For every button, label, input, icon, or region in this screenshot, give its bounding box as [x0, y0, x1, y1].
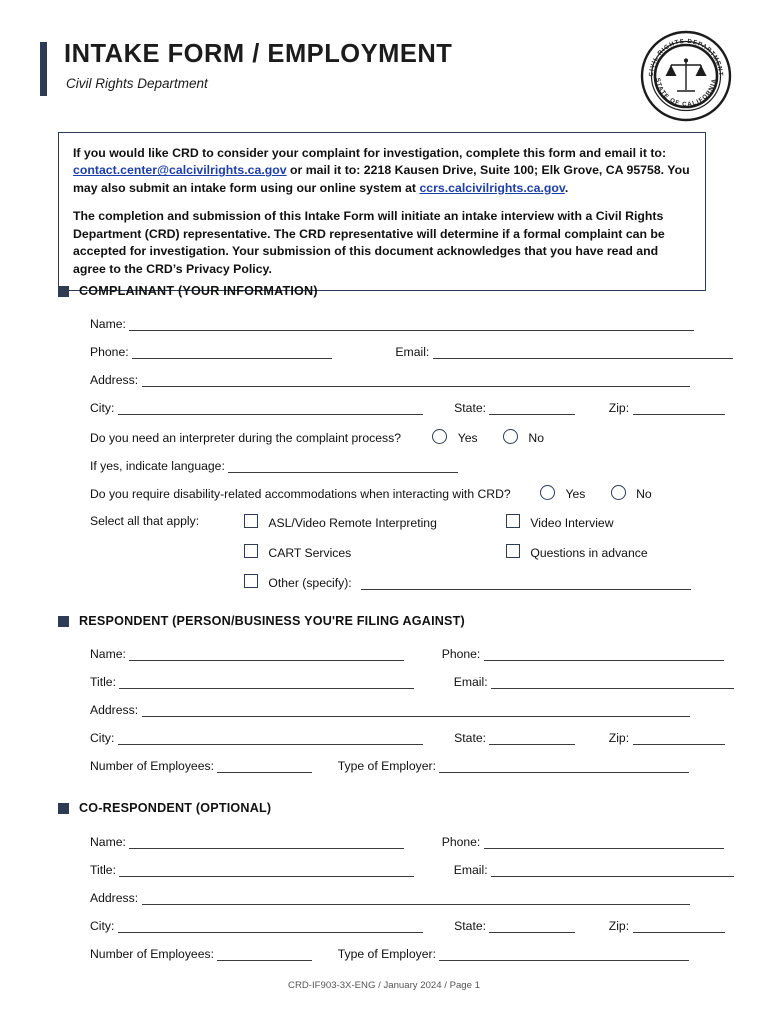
document-header — [28, 14, 740, 109]
complainant-name-row — [90, 317, 694, 331]
respondent-phone-label: Phone: — [441, 647, 481, 661]
notice-p1-mid: or mail it to: 2218 Kausen Drive, Suite 100; Elk Grove, CA 95758. You may also submit an intake form using our online system at — [73, 163, 690, 195]
notice-p1-suffix: . — [564, 180, 569, 195]
complainant-name-input[interactable] — [129, 317, 694, 331]
accommodations-question-label: Do you require disability-related accommodations when interacting with CRD? — [90, 487, 511, 501]
corespondent-name-row — [90, 835, 724, 849]
corespondent-employees-row — [90, 947, 689, 961]
option-asl-row[interactable] — [244, 514, 437, 530]
respondent-city-row — [90, 731, 725, 745]
corespondent-name-label: Name: — [90, 835, 126, 849]
questions-advance-label: Questions in advance — [530, 546, 648, 560]
complainant-city-row — [90, 401, 725, 415]
asl-checkbox[interactable] — [244, 514, 258, 528]
respondent-name-row — [90, 647, 724, 661]
respondent-employees-row — [90, 759, 689, 773]
interpreter-no-label: No — [528, 431, 545, 445]
section-heading-corespondent — [58, 801, 271, 815]
form-sheet — [28, 14, 740, 1010]
page-title: INTAKE FORM / EMPLOYMENT — [64, 40, 453, 68]
option-questions-row[interactable] — [506, 544, 648, 560]
corespondent-employer-type-input[interactable] — [439, 947, 689, 961]
corespondent-city-label: City: — [90, 919, 115, 933]
corespondent-state-label: State: — [454, 919, 486, 933]
complainant-zip-label: Zip: — [608, 401, 630, 415]
corespondent-email-label: Email: — [453, 863, 488, 877]
option-cart-row[interactable] — [244, 544, 351, 560]
complainant-state-input[interactable] — [489, 401, 575, 415]
contact-email-link[interactable]: contact.center@calcivilrights.ca.gov — [73, 163, 287, 178]
interpreter-question-label: Do you need an interpreter during the complaint process? — [90, 431, 401, 445]
language-label: If yes, indicate language: — [90, 459, 225, 473]
bullet-square-icon — [58, 616, 69, 627]
complainant-address-input[interactable] — [142, 373, 690, 387]
respondent-zip-input[interactable] — [633, 731, 725, 745]
respondent-state-input[interactable] — [489, 731, 575, 745]
complainant-name-label: Name: — [90, 317, 126, 331]
other-label: Other (specify): — [268, 576, 352, 590]
complainant-address-label: Address: — [90, 373, 139, 387]
corespondent-employees-label: Number of Employees: — [90, 947, 214, 961]
interpreter-no-radio[interactable] — [503, 429, 518, 444]
notice-paragraph-1 — [73, 145, 691, 197]
option-other-row[interactable] — [244, 574, 691, 590]
respondent-address-label: Address: — [90, 703, 139, 717]
respondent-address-row — [90, 703, 690, 717]
corespondent-zip-label: Zip: — [608, 919, 630, 933]
corespondent-name-input[interactable] — [129, 835, 404, 849]
corespondent-address-label: Address: — [90, 891, 139, 905]
corespondent-phone-input[interactable] — [484, 835, 724, 849]
respondent-employer-type-label: Type of Employer: — [337, 759, 436, 773]
other-checkbox[interactable] — [244, 574, 258, 588]
respondent-zip-label: Zip: — [608, 731, 630, 745]
complainant-state-label: State: — [454, 401, 486, 415]
other-specify-input[interactable] — [361, 576, 691, 590]
corespondent-city-input[interactable] — [118, 919, 423, 933]
corespondent-address-input[interactable] — [142, 891, 690, 905]
respondent-employer-type-input[interactable] — [439, 759, 689, 773]
complainant-zip-input[interactable] — [633, 401, 725, 415]
corespondent-city-row — [90, 919, 725, 933]
section-heading-respondent — [58, 614, 465, 628]
corespondent-phone-label: Phone: — [441, 835, 481, 849]
title-accent-bar — [40, 42, 47, 96]
respondent-title-input[interactable] — [119, 675, 414, 689]
complainant-phone-label: Phone: — [90, 345, 129, 359]
respondent-phone-input[interactable] — [484, 647, 724, 661]
respondent-name-input[interactable] — [129, 647, 404, 661]
corespondent-email-input[interactable] — [491, 863, 734, 877]
respondent-email-label: Email: — [453, 675, 488, 689]
section-heading-complainant — [58, 284, 318, 298]
respondent-city-label: City: — [90, 731, 115, 745]
respondent-title-label: Title: — [90, 675, 116, 689]
interpreter-yes-label: Yes — [457, 431, 478, 445]
section-title-complainant: COMPLAINANT (YOUR INFORMATION) — [79, 284, 318, 298]
cart-checkbox[interactable] — [244, 544, 258, 558]
svg-text:STATE OF CALIFORNIA: STATE OF CALIFORNIA — [654, 77, 719, 109]
respondent-state-label: State: — [454, 731, 486, 745]
state-seal-icon — [640, 30, 732, 122]
respondent-employees-label: Number of Employees: — [90, 759, 214, 773]
notice-box — [58, 132, 706, 291]
option-video-row[interactable] — [506, 514, 614, 530]
corespondent-title-row — [90, 863, 734, 877]
accommodations-no-radio[interactable] — [611, 485, 626, 500]
complainant-city-input[interactable] — [118, 401, 423, 415]
bullet-square-icon — [58, 286, 69, 297]
complainant-city-label: City: — [90, 401, 115, 415]
select-all-label-row — [90, 514, 199, 528]
accommodations-yes-radio[interactable] — [540, 485, 555, 500]
corespondent-zip-input[interactable] — [633, 919, 725, 933]
respondent-city-input[interactable] — [118, 731, 423, 745]
corespondent-address-row — [90, 891, 690, 905]
accommodations-no-label: No — [636, 487, 652, 501]
respondent-email-input[interactable] — [491, 675, 734, 689]
bullet-square-icon — [58, 803, 69, 814]
video-interview-label: Video Interview — [530, 516, 614, 530]
respondent-name-label: Name: — [90, 647, 126, 661]
corespondent-title-input[interactable] — [119, 863, 414, 877]
complainant-email-input[interactable] — [433, 345, 733, 359]
corespondent-employees-input[interactable] — [217, 947, 312, 961]
language-input[interactable] — [228, 459, 458, 473]
language-row — [90, 459, 458, 473]
cart-label: CART Services — [268, 546, 352, 560]
page-footer: CRD-IF903-3X-ENG / January 2024 / Page 1 — [288, 980, 480, 991]
complainant-phone-row — [90, 345, 733, 359]
complainant-email-label: Email: — [395, 345, 430, 359]
section-title-corespondent: CO-RESPONDENT (OPTIONAL) — [79, 801, 272, 815]
notice-p1-prefix: If you would like CRD to consider your complaint for investigation, complete this form and email it to: — [73, 146, 667, 160]
video-interview-checkbox[interactable] — [506, 514, 520, 528]
notice-paragraph-2: The completion and submission of this Intake Form will initiate an intake interview with a Civil Rights Department (CRD) representative. The CRD representative will determine if a formal complaint can be accepted for investigation. Your submission of this document acknowledges that you have read and agree to the CRD’s Privacy Policy. — [73, 209, 665, 276]
accommodations-question-row — [90, 485, 652, 501]
interpreter-question-row — [90, 429, 544, 445]
online-system-link[interactable]: ccrs.calcivilrights.ca.gov — [419, 180, 565, 195]
section-title-respondent: RESPONDENT (PERSON/BUSINESS YOU'RE FILING AGAINST) — [79, 614, 465, 628]
corespondent-employer-type-label: Type of Employer: — [337, 947, 436, 961]
complainant-address-row — [90, 373, 690, 387]
corespondent-state-input[interactable] — [489, 919, 575, 933]
svg-text:CIVIL RIGHTS DEPARTMENT: CIVIL RIGHTS DEPARTMENT — [647, 37, 725, 77]
page-subtitle: Civil Rights Department — [66, 76, 208, 91]
respondent-employees-input[interactable] — [217, 759, 312, 773]
interpreter-yes-radio[interactable] — [432, 429, 447, 444]
respondent-title-row — [90, 675, 734, 689]
asl-label: ASL/Video Remote Interpreting — [268, 516, 437, 530]
respondent-address-input[interactable] — [142, 703, 690, 717]
complainant-phone-input[interactable] — [132, 345, 332, 359]
questions-advance-checkbox[interactable] — [506, 544, 520, 558]
corespondent-title-label: Title: — [90, 863, 116, 877]
select-all-label: Select all that apply: — [90, 514, 200, 528]
accommodations-yes-label: Yes — [565, 487, 586, 501]
